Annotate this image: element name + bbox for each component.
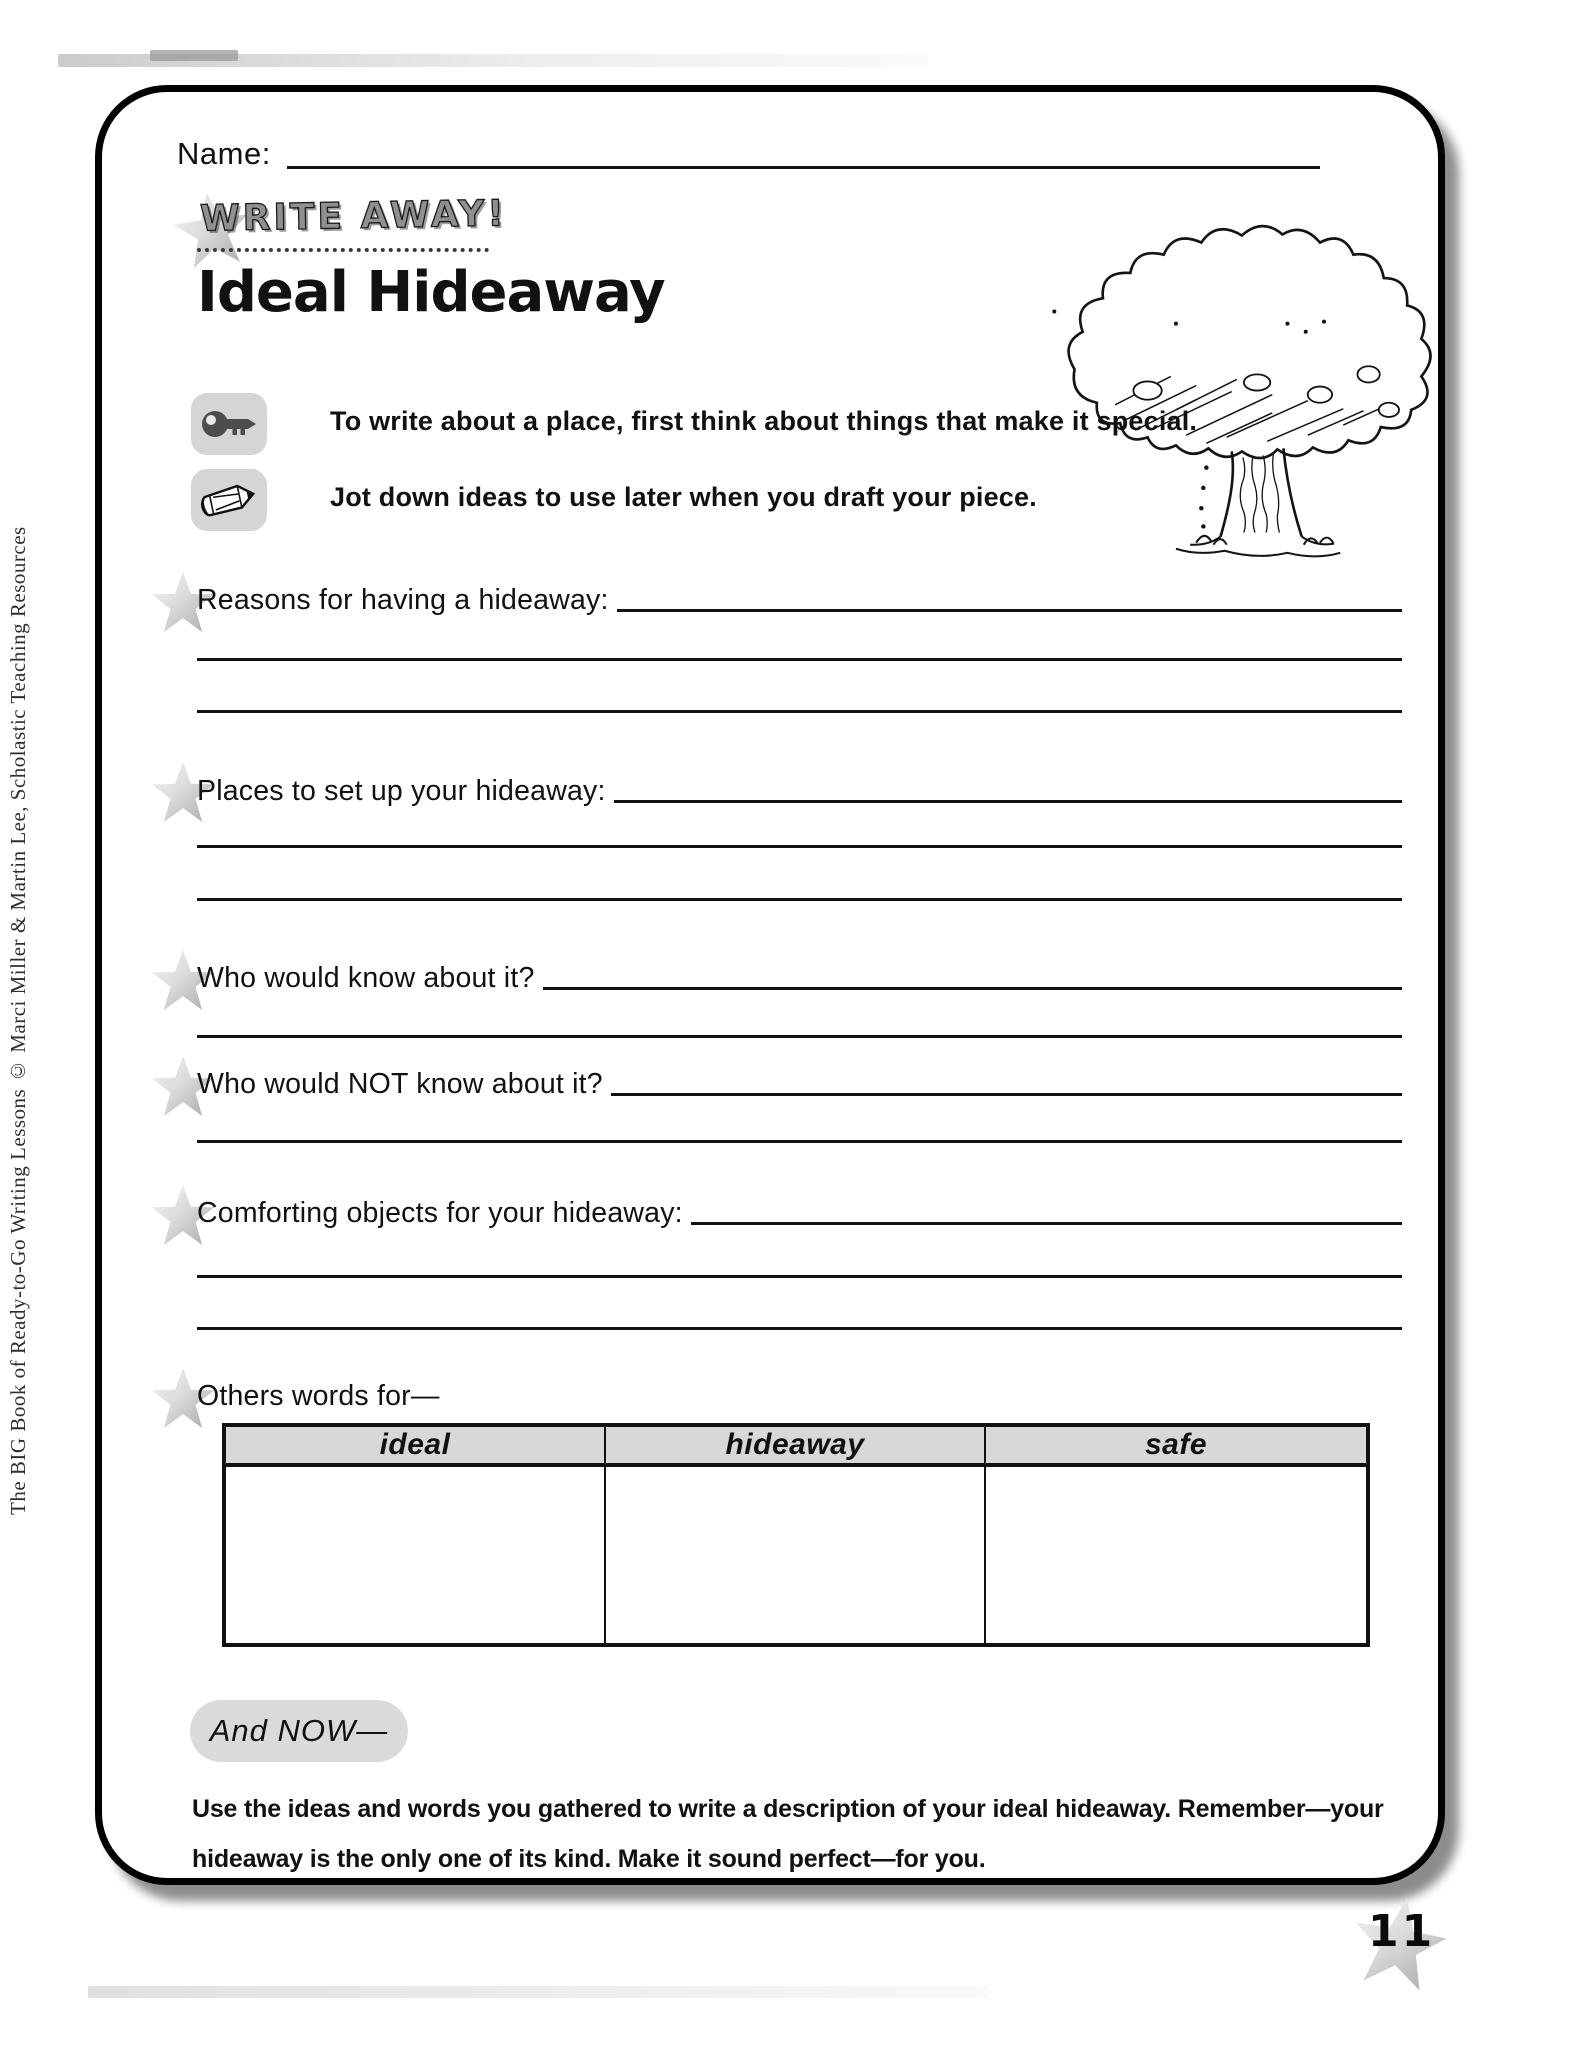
write-line[interactable] [197,898,1402,901]
worksheet-title: Ideal Hideaway [197,260,665,325]
name-label: Name: [177,136,271,171]
scan-edge-artifact-top-dark [150,50,238,61]
prompt-label: Others words for— [197,1380,440,1412]
prompt-row-comforting-objects [197,1197,1402,1230]
write-away-logo: WRITE AWAY! [199,193,508,240]
instructions-paragraph [192,1784,1442,1884]
logo-dotted-underline [197,234,489,252]
prompt-label: Who would NOT know about it? [197,1068,603,1100]
tip-pencil-text: Jot down ideas to use later when you draft your piece. [330,482,1037,512]
write-line[interactable] [197,845,1402,848]
write-line[interactable] [611,1093,1402,1096]
prompt-label: Reasons for having a hideaway: [197,584,609,616]
table-cell-ideal[interactable] [226,1467,606,1643]
write-line[interactable] [197,1140,1402,1143]
prompt-row-who-would-not-know [197,1068,1402,1101]
prompt-row-reasons [197,584,1402,617]
page-number: 11 [1368,1906,1436,1957]
write-line[interactable] [197,1035,1402,1038]
worksheet-page [95,85,1445,1885]
side-copyright-credit: The BIG Book of Ready-to-Go Writing Lessons © Marci Miller & Martin Lee, Scholastic Teaching Resources [6,526,30,1515]
key-icon [190,392,268,456]
write-line[interactable] [197,1275,1402,1278]
and-now-badge: And NOW— [190,1700,408,1762]
prompt-row-other-words [197,1380,448,1413]
instructions-line-1: Use the ideas and words you gathered to write a description of your ideal hideaway. Remember—your [192,1795,1384,1823]
table-header-safe: safe [986,1427,1366,1467]
write-line[interactable] [197,658,1402,661]
write-line[interactable] [197,710,1402,713]
scan-edge-artifact-bottom [88,1986,988,1998]
tip-key-text: To write about a place, first think about things that make it special. [330,406,1198,436]
table-cell-hideaway[interactable] [606,1467,986,1643]
prompt-label: Who would know about it? [197,962,535,994]
write-line[interactable] [197,1327,1402,1330]
write-line[interactable] [614,800,1402,803]
table-cell-safe[interactable] [986,1467,1366,1643]
write-line[interactable] [543,987,1403,990]
table-header-hideaway: hideaway [606,1427,986,1467]
pencil-icon [190,468,268,532]
name-write-line[interactable] [287,137,1320,169]
other-words-table [222,1423,1370,1647]
instructions-line-2: hideaway is the only one of its kind. Make it sound perfect—for you. [192,1845,986,1873]
table-header-ideal: ideal [226,1427,606,1467]
prompt-label: Places to set up your hideaway: [197,775,606,807]
write-line[interactable] [617,609,1402,612]
write-line[interactable] [691,1222,1402,1225]
tree-illustration [1052,202,1452,567]
prompt-label: Comforting objects for your hideaway: [197,1197,683,1229]
prompt-row-who-would-know [197,962,1402,995]
prompt-row-places [197,775,1402,808]
